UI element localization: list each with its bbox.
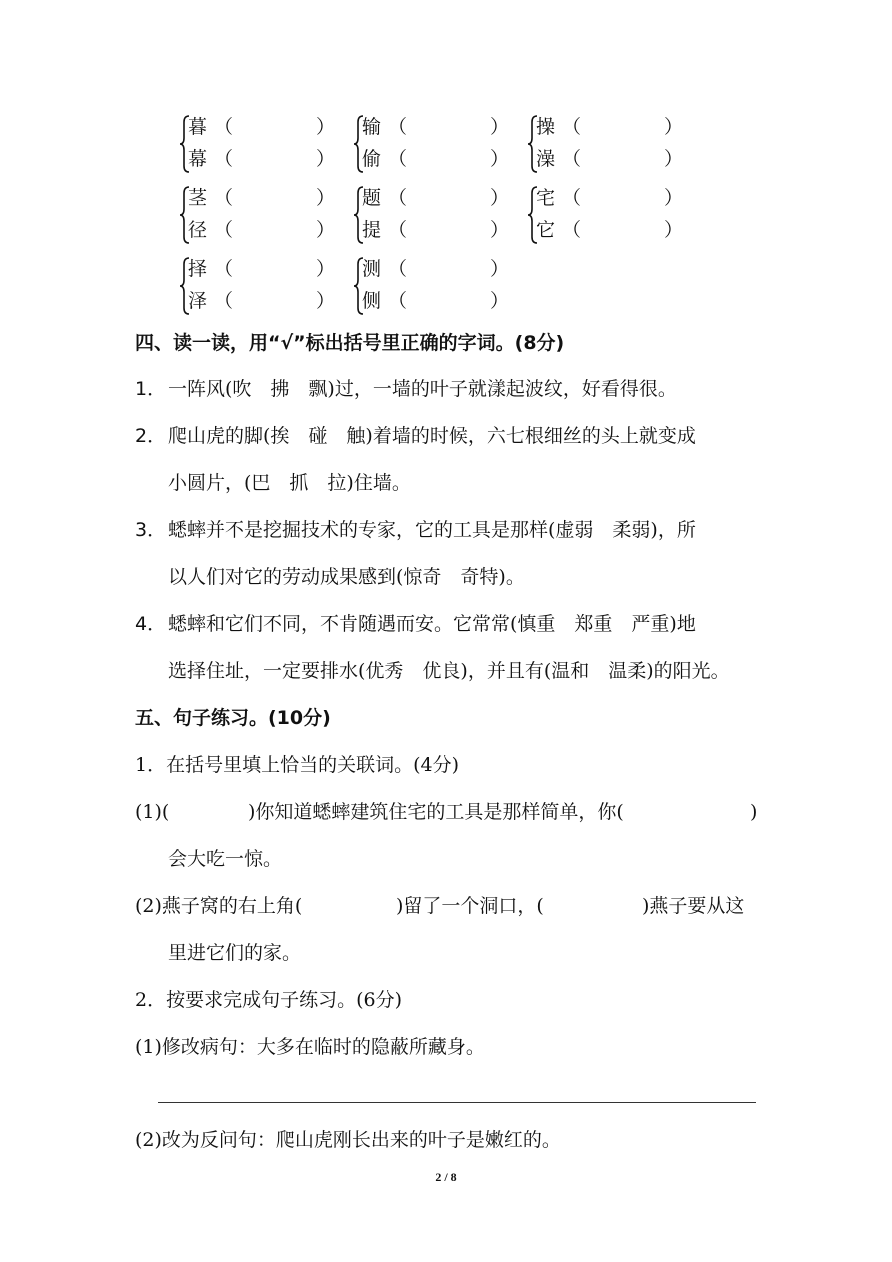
s4-item4-num: 4． <box>135 613 167 635</box>
char-pair-4 <box>180 185 340 251</box>
pair-char: 题 <box>362 187 382 209</box>
right-paren: ） <box>316 116 336 138</box>
s5-q1b-pre: (2)燕子窝的右上角( <box>135 895 303 917</box>
right-paren: ） <box>316 187 336 209</box>
pair-word <box>362 187 522 209</box>
right-paren: ） <box>490 290 510 312</box>
pair-word <box>536 148 696 170</box>
pair-char: 侧 <box>362 290 382 312</box>
pair-word <box>188 290 348 312</box>
pair-word <box>362 258 522 280</box>
pair-char: 泽 <box>188 290 208 312</box>
char-pair-2 <box>354 114 514 180</box>
right-paren: ） <box>490 116 510 138</box>
char-pair-8 <box>354 256 514 322</box>
s4-item2-line1: 爬山虎的脚(挨 碰 触)着墙的时候，六七根细丝的头上就变成 <box>168 425 696 447</box>
pair-word <box>362 116 522 138</box>
s5-q1a-cont: 会大吃一惊。 <box>168 848 283 870</box>
pair-word <box>362 290 522 312</box>
pair-word <box>362 148 522 170</box>
s4-item3-line1: 蟋蟀并不是挖掘技术的专家，它的工具是那样(虚弱 柔弱)，所 <box>168 519 696 541</box>
s4-item4-line1: 蟋蟀和它们不同，不肯随遇而安。它常常(慎重 郑重 严重)地 <box>168 613 696 635</box>
s5-sub2: 2．按要求完成句子练习。(6分) <box>135 989 403 1011</box>
s5-q1b-end: )燕子要从这 <box>642 895 745 917</box>
pair-char: 操 <box>536 116 556 138</box>
page-number: 2 / 8 <box>435 1170 457 1184</box>
right-paren: ） <box>316 148 336 170</box>
s5-q1a-pre: (1)( <box>135 801 170 823</box>
s5-q1a-end: ) <box>750 801 758 823</box>
left-paren[interactable]: （ <box>562 148 582 170</box>
char-pair-3 <box>528 114 688 180</box>
pair-word <box>188 219 348 241</box>
right-paren: ） <box>316 219 336 241</box>
s5-q1b-cont: 里进它们的家。 <box>168 942 302 964</box>
s4-item1-num: 1． <box>135 378 167 400</box>
s4-item2-num: 2． <box>135 425 167 447</box>
s5-q2b: (2)改为反问句：爬山虎刚长出来的叶子是嫩红的。 <box>135 1129 561 1151</box>
right-paren: ） <box>316 290 336 312</box>
pair-word <box>188 148 348 170</box>
pair-char: 茎 <box>188 187 208 209</box>
left-paren[interactable]: （ <box>562 187 582 209</box>
pair-word <box>362 219 522 241</box>
left-paren[interactable]: （ <box>214 148 234 170</box>
answer-line[interactable] <box>158 1102 756 1103</box>
pair-word <box>188 258 348 280</box>
right-paren: ） <box>490 148 510 170</box>
s5-q2a: (1)修改病句：大多在临时的隐蔽所藏身。 <box>135 1036 485 1058</box>
s4-item3-num: 3． <box>135 519 167 541</box>
char-pair-6 <box>528 185 688 251</box>
left-paren[interactable]: （ <box>388 219 408 241</box>
right-paren: ） <box>490 219 510 241</box>
left-paren[interactable]: （ <box>388 148 408 170</box>
pair-char: 输 <box>362 116 382 138</box>
pair-word <box>188 116 348 138</box>
char-pair-7 <box>180 256 340 322</box>
right-paren: ） <box>664 148 684 170</box>
pair-word <box>536 187 696 209</box>
pair-word <box>188 187 348 209</box>
section5-heading: 五、句子练习。(10分) <box>135 707 331 729</box>
pair-char: 幕 <box>188 148 208 170</box>
left-paren[interactable]: （ <box>214 187 234 209</box>
pair-char: 测 <box>362 258 382 280</box>
right-paren: ） <box>664 187 684 209</box>
char-pair-5 <box>354 185 514 251</box>
pair-char: 径 <box>188 219 208 241</box>
pair-char: 提 <box>362 219 382 241</box>
pair-char: 偷 <box>362 148 382 170</box>
left-paren[interactable]: （ <box>388 116 408 138</box>
left-paren[interactable]: （ <box>562 219 582 241</box>
s4-item4-line2: 选择住址，一定要排水(优秀 优良)，并且有(温和 温柔)的阳光。 <box>168 660 730 682</box>
s5-q1a-mid: )你知道蟋蟀建筑住宅的工具是那样简单，你( <box>248 801 624 823</box>
s5-sub1: 1．在括号里填上恰当的关联词。(4分) <box>135 754 460 776</box>
left-paren[interactable]: （ <box>388 258 408 280</box>
right-paren: ） <box>664 219 684 241</box>
left-paren[interactable]: （ <box>214 258 234 280</box>
pair-char: 它 <box>536 219 556 241</box>
right-paren: ） <box>490 187 510 209</box>
right-paren: ） <box>664 116 684 138</box>
s4-item3-line2: 以人们对它的劳动成果感到(惊奇 奇特)。 <box>168 566 525 588</box>
right-paren: ） <box>490 258 510 280</box>
s4-item1-line1: 一阵风(吹 拂 飘)过，一墙的叶子就漾起波纹，好看得很。 <box>168 378 677 400</box>
s5-q1b-mid: )留了一个洞口，( <box>396 895 544 917</box>
s4-item2-line2: 小圆片，(巴 抓 拉)住墙。 <box>168 472 411 494</box>
left-paren[interactable]: （ <box>388 290 408 312</box>
right-paren: ） <box>316 258 336 280</box>
pair-char: 择 <box>188 258 208 280</box>
pair-word <box>536 219 696 241</box>
pair-char: 暮 <box>188 116 208 138</box>
left-paren[interactable]: （ <box>562 116 582 138</box>
section4-heading: 四、读一读，用“√”标出括号里正确的字词。(8分) <box>135 332 565 354</box>
pair-word <box>536 116 696 138</box>
pair-char: 澡 <box>536 148 556 170</box>
left-paren[interactable]: （ <box>388 187 408 209</box>
char-pair-1 <box>180 114 340 180</box>
left-paren[interactable]: （ <box>214 290 234 312</box>
left-paren[interactable]: （ <box>214 116 234 138</box>
left-paren[interactable]: （ <box>214 219 234 241</box>
pair-char: 宅 <box>536 187 556 209</box>
